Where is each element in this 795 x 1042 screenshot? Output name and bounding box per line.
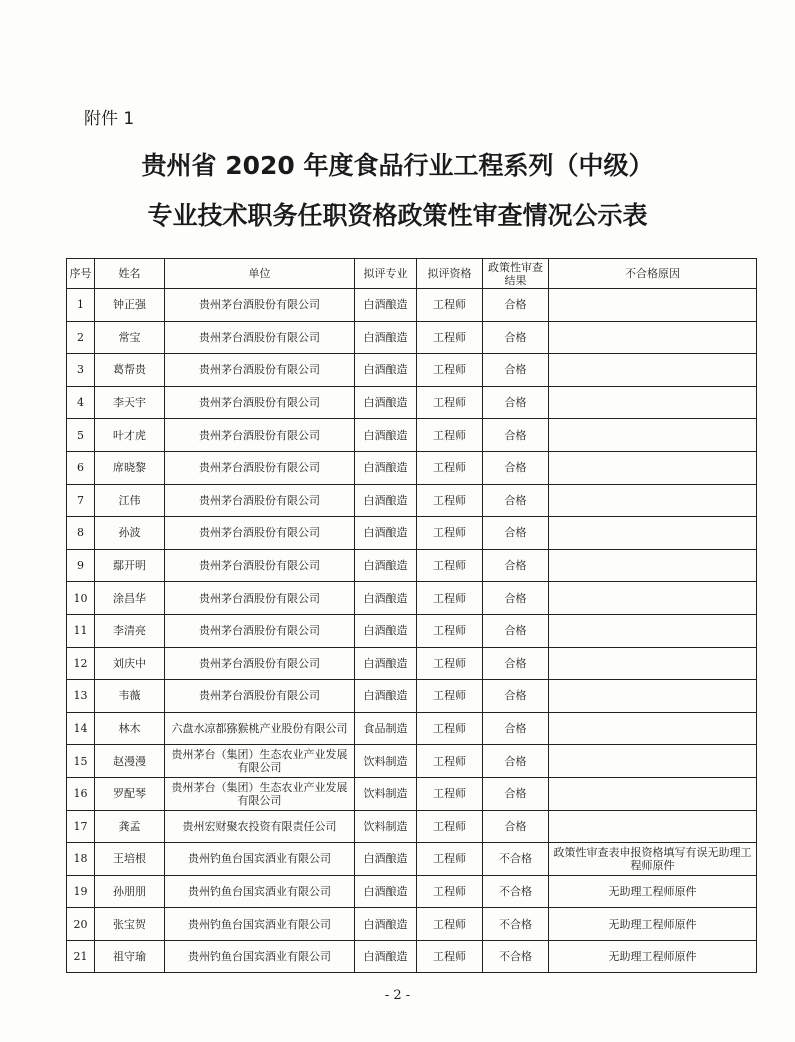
cell-qualification: 工程师 [417, 875, 483, 908]
cell-reason [549, 386, 757, 419]
table-row [67, 777, 757, 810]
table-row [67, 386, 757, 419]
col-header-index: 序号 [67, 259, 95, 289]
cell-reason [549, 451, 757, 484]
cell-qualification: 工程师 [417, 354, 483, 387]
cell-specialty: 白酒酿造 [355, 908, 417, 941]
cell-index: 12 [67, 647, 95, 680]
cell-unit: 六盘水凉都猕猴桃产业股份有限公司 [165, 712, 355, 745]
cell-index: 19 [67, 875, 95, 908]
cell-qualification: 工程师 [417, 517, 483, 550]
cell-qualification: 工程师 [417, 614, 483, 647]
cell-result: 合格 [483, 354, 549, 387]
cell-unit: 贵州钓鱼台国宾酒业有限公司 [165, 843, 355, 876]
cell-index: 10 [67, 582, 95, 615]
cell-specialty: 食品制造 [355, 712, 417, 745]
cell-qualification: 工程师 [417, 549, 483, 582]
cell-name: 林木 [95, 712, 165, 745]
cell-reason [549, 777, 757, 810]
cell-name: 孙波 [95, 517, 165, 550]
cell-index: 18 [67, 843, 95, 876]
cell-specialty: 白酒酿造 [355, 582, 417, 615]
cell-result: 合格 [483, 517, 549, 550]
cell-result: 合格 [483, 321, 549, 354]
page-title-line2: 专业技术职务任职资格政策性审查情况公示表 [147, 201, 648, 230]
cell-index: 3 [67, 354, 95, 387]
cell-unit: 贵州茅台酒股份有限公司 [165, 289, 355, 322]
cell-index: 20 [67, 908, 95, 941]
cell-reason [549, 484, 757, 517]
cell-unit: 贵州茅台酒股份有限公司 [165, 517, 355, 550]
cell-specialty: 白酒酿造 [355, 647, 417, 680]
cell-reason [549, 549, 757, 582]
table-row [67, 810, 757, 843]
cell-name: 罗配琴 [95, 777, 165, 810]
cell-name: 刘庆中 [95, 647, 165, 680]
attachment-label: 附件 1 [84, 109, 135, 129]
cell-name: 李清亮 [95, 614, 165, 647]
cell-name: 席晓黎 [95, 451, 165, 484]
cell-reason [549, 745, 757, 778]
cell-index: 14 [67, 712, 95, 745]
cell-reason [549, 712, 757, 745]
cell-unit: 贵州茅台酒股份有限公司 [165, 419, 355, 452]
cell-name: 王培根 [95, 843, 165, 876]
cell-index: 1 [67, 289, 95, 322]
cell-specialty: 白酒酿造 [355, 843, 417, 876]
cell-result: 合格 [483, 289, 549, 322]
cell-specialty: 饮料制造 [355, 810, 417, 843]
cell-name: 韦薇 [95, 680, 165, 713]
cell-unit: 贵州茅台酒股份有限公司 [165, 647, 355, 680]
cell-name: 常宝 [95, 321, 165, 354]
cell-index: 8 [67, 517, 95, 550]
cell-specialty: 饮料制造 [355, 745, 417, 778]
cell-result: 合格 [483, 614, 549, 647]
cell-index: 6 [67, 451, 95, 484]
cell-qualification: 工程师 [417, 680, 483, 713]
cell-qualification: 工程师 [417, 582, 483, 615]
table-row [67, 451, 757, 484]
cell-unit: 贵州茅台酒股份有限公司 [165, 451, 355, 484]
table-row [67, 647, 757, 680]
table-row [67, 940, 757, 973]
cell-reason [549, 647, 757, 680]
cell-result: 合格 [483, 386, 549, 419]
cell-reason [549, 419, 757, 452]
cell-result: 合格 [483, 647, 549, 680]
cell-specialty: 白酒酿造 [355, 451, 417, 484]
cell-index: 16 [67, 777, 95, 810]
cell-name: 祖守瑜 [95, 940, 165, 973]
cell-specialty: 白酒酿造 [355, 549, 417, 582]
col-header-reason: 不合格原因 [549, 259, 757, 289]
page-title-line1: 贵州省 2020 年度食品行业工程系列（中级） [141, 151, 654, 180]
cell-qualification: 工程师 [417, 712, 483, 745]
cell-index: 11 [67, 614, 95, 647]
cell-specialty: 白酒酿造 [355, 419, 417, 452]
table-header-row [67, 259, 757, 289]
cell-unit: 贵州茅台酒股份有限公司 [165, 484, 355, 517]
page-number: - 2 - [384, 988, 411, 1003]
cell-qualification: 工程师 [417, 843, 483, 876]
cell-unit: 贵州钓鱼台国宾酒业有限公司 [165, 908, 355, 941]
cell-result: 合格 [483, 549, 549, 582]
cell-unit: 贵州茅台（集团）生态农业产业发展有限公司 [165, 745, 355, 778]
cell-specialty: 白酒酿造 [355, 354, 417, 387]
table-row [67, 419, 757, 452]
cell-result: 不合格 [483, 843, 549, 876]
col-header-name: 姓名 [95, 259, 165, 289]
cell-reason [549, 354, 757, 387]
cell-qualification: 工程师 [417, 289, 483, 322]
cell-unit: 贵州宏财聚农投资有限责任公司 [165, 810, 355, 843]
cell-unit: 贵州茅台酒股份有限公司 [165, 614, 355, 647]
table-row [67, 549, 757, 582]
cell-result: 不合格 [483, 908, 549, 941]
cell-name: 葛帮贵 [95, 354, 165, 387]
cell-specialty: 白酒酿造 [355, 386, 417, 419]
cell-specialty: 白酒酿造 [355, 940, 417, 973]
cell-qualification: 工程师 [417, 908, 483, 941]
cell-index: 13 [67, 680, 95, 713]
cell-reason [549, 517, 757, 550]
cell-result: 不合格 [483, 875, 549, 908]
cell-qualification: 工程师 [417, 940, 483, 973]
cell-reason: 无助理工程师原件 [549, 875, 757, 908]
cell-name: 赵漫漫 [95, 745, 165, 778]
table-row [67, 582, 757, 615]
cell-qualification: 工程师 [417, 451, 483, 484]
cell-reason [549, 680, 757, 713]
table-row [67, 517, 757, 550]
cell-index: 17 [67, 810, 95, 843]
cell-reason [549, 810, 757, 843]
cell-name: 孙朋朋 [95, 875, 165, 908]
review-table [66, 258, 757, 973]
cell-name: 龚孟 [95, 810, 165, 843]
cell-result: 合格 [483, 680, 549, 713]
cell-unit: 贵州茅台酒股份有限公司 [165, 354, 355, 387]
cell-name: 李天宇 [95, 386, 165, 419]
cell-specialty: 白酒酿造 [355, 289, 417, 322]
cell-specialty: 白酒酿造 [355, 875, 417, 908]
table-row [67, 875, 757, 908]
cell-name: 叶才虎 [95, 419, 165, 452]
table-row [67, 289, 757, 322]
table-row [67, 745, 757, 778]
cell-index: 9 [67, 549, 95, 582]
cell-reason: 无助理工程师原件 [549, 940, 757, 973]
cell-specialty: 饮料制造 [355, 777, 417, 810]
table-row [67, 484, 757, 517]
cell-specialty: 白酒酿造 [355, 321, 417, 354]
cell-specialty: 白酒酿造 [355, 484, 417, 517]
cell-index: 15 [67, 745, 95, 778]
cell-specialty: 白酒酿造 [355, 517, 417, 550]
cell-reason: 政策性审查表申报资格填写有误无助理工程师原件 [549, 843, 757, 876]
cell-qualification: 工程师 [417, 777, 483, 810]
cell-name: 鄢开明 [95, 549, 165, 582]
cell-name: 张宝贺 [95, 908, 165, 941]
cell-reason [549, 582, 757, 615]
cell-qualification: 工程师 [417, 647, 483, 680]
cell-qualification: 工程师 [417, 386, 483, 419]
cell-result: 合格 [483, 777, 549, 810]
cell-unit: 贵州茅台酒股份有限公司 [165, 386, 355, 419]
cell-unit: 贵州茅台酒股份有限公司 [165, 549, 355, 582]
cell-name: 涂昌华 [95, 582, 165, 615]
table-row [67, 712, 757, 745]
cell-result: 合格 [483, 745, 549, 778]
cell-result: 合格 [483, 451, 549, 484]
cell-unit: 贵州茅台酒股份有限公司 [165, 582, 355, 615]
cell-reason [549, 614, 757, 647]
cell-index: 4 [67, 386, 95, 419]
cell-result: 合格 [483, 582, 549, 615]
cell-qualification: 工程师 [417, 419, 483, 452]
cell-index: 5 [67, 419, 95, 452]
table-row [67, 614, 757, 647]
col-header-result: 政策性审查结果 [483, 259, 549, 289]
cell-unit: 贵州茅台酒股份有限公司 [165, 321, 355, 354]
col-header-unit: 单位 [165, 259, 355, 289]
cell-unit: 贵州茅台（集团）生态农业产业发展有限公司 [165, 777, 355, 810]
table-row [67, 843, 757, 876]
col-header-specialty: 拟评专业 [355, 259, 417, 289]
cell-unit: 贵州钓鱼台国宾酒业有限公司 [165, 940, 355, 973]
table-row [67, 354, 757, 387]
cell-qualification: 工程师 [417, 810, 483, 843]
cell-result: 不合格 [483, 940, 549, 973]
cell-qualification: 工程师 [417, 745, 483, 778]
cell-reason [549, 321, 757, 354]
cell-unit: 贵州茅台酒股份有限公司 [165, 680, 355, 713]
cell-specialty: 白酒酿造 [355, 680, 417, 713]
cell-reason [549, 289, 757, 322]
col-header-qualification: 拟评资格 [417, 259, 483, 289]
table-row [67, 908, 757, 941]
cell-index: 2 [67, 321, 95, 354]
cell-index: 21 [67, 940, 95, 973]
table-row [67, 321, 757, 354]
cell-unit: 贵州钓鱼台国宾酒业有限公司 [165, 875, 355, 908]
cell-result: 合格 [483, 419, 549, 452]
cell-index: 7 [67, 484, 95, 517]
cell-result: 合格 [483, 484, 549, 517]
cell-specialty: 白酒酿造 [355, 614, 417, 647]
cell-name: 钟正强 [95, 289, 165, 322]
cell-reason: 无助理工程师原件 [549, 908, 757, 941]
cell-name: 江伟 [95, 484, 165, 517]
cell-result: 合格 [483, 712, 549, 745]
table-row [67, 680, 757, 713]
cell-qualification: 工程师 [417, 321, 483, 354]
cell-result: 合格 [483, 810, 549, 843]
cell-qualification: 工程师 [417, 484, 483, 517]
